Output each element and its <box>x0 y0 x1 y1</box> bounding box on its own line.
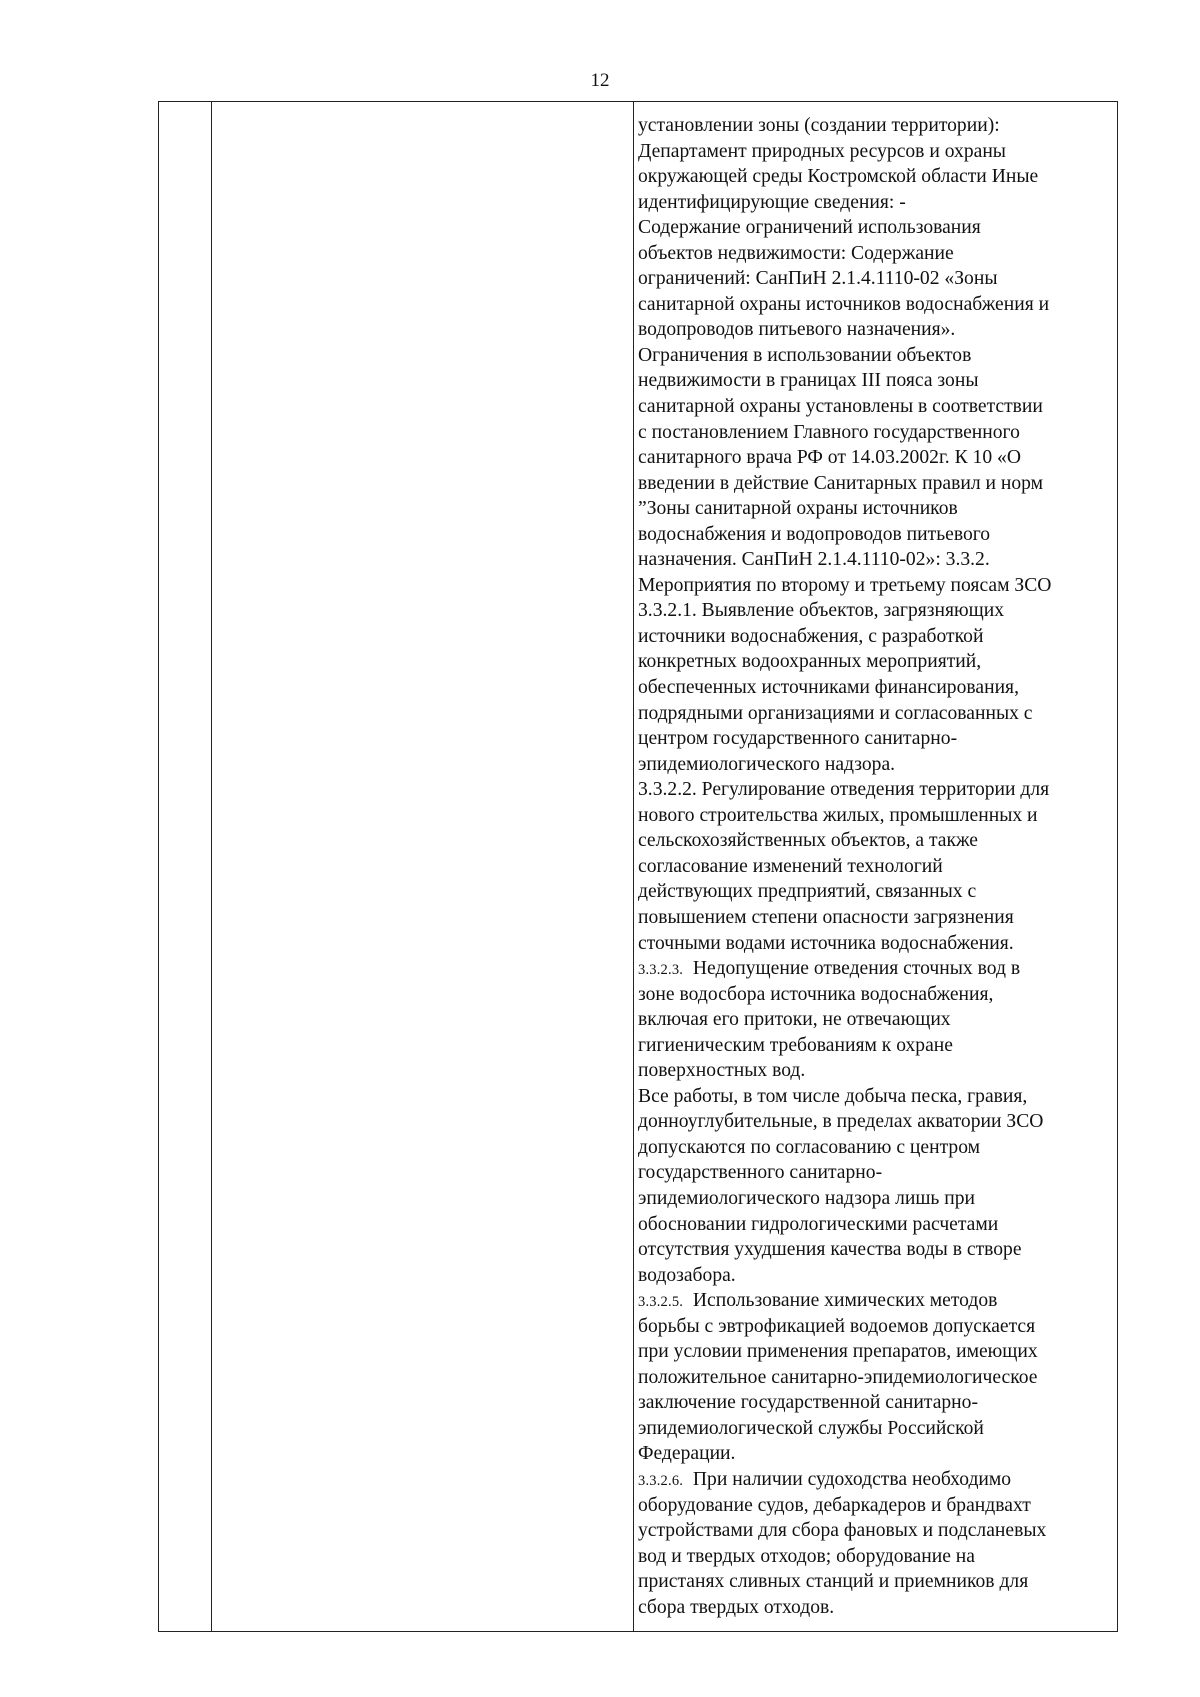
text-line: введении в действие Санитарных правил и норм <box>638 472 1044 494</box>
text-line: заключение государственной санитарно- <box>638 1392 978 1414</box>
text-line: зоне водосбора источника водоснабжения, <box>638 983 994 1005</box>
text-line: повышением степени опасности загрязнения <box>638 906 1014 928</box>
text-line: установлении зоны (создании территории): <box>638 115 1000 136</box>
text-line: государственного санитарно- <box>638 1162 883 1184</box>
text-line: действующих предприятий, связанных с <box>638 881 977 903</box>
text-line: сельскохозяйственных объектов, а также <box>638 830 978 852</box>
text-line: поверхностных вод. <box>638 1060 806 1082</box>
text-line: Все работы, в том числе добыча песка, гравия, <box>638 1085 1028 1107</box>
text-line: санитарной охраны установлены в соответствии <box>638 396 1043 418</box>
text-line: водозабора. <box>638 1264 736 1286</box>
text-line <box>638 956 1114 982</box>
text-line: источники водоснабжения, с разработкой <box>638 625 984 647</box>
clause-number: 3.3.2.5. <box>638 1294 684 1311</box>
text-line: идентифицирующие сведения: - <box>638 191 906 213</box>
text-line: санитарного врача РФ от 14.03.2002г. К 10 «О <box>638 447 1021 469</box>
text-line: Ограничения в использовании объектов <box>638 344 972 366</box>
text-line: обеспеченных источниками финансирования, <box>638 677 1019 699</box>
text-line: сточными водами источника водоснабжения. <box>638 932 1014 954</box>
content-table <box>158 101 1118 1632</box>
text-line: ”Зоны санитарной охраны источников <box>638 498 958 520</box>
text-line: согласование изменений технологий <box>638 855 943 877</box>
text-line: отсутствия ухудшения качества воды в створе <box>638 1239 1022 1261</box>
text-line: окружающей среды Костромской области Иные <box>638 166 1039 188</box>
text-line: донноуглубительные, в пределах акватории ЗСО <box>638 1111 1044 1133</box>
text-line: Мероприятия по второму и третьему поясам ЗСО <box>638 574 1052 596</box>
text-line: ограничений: СанПиН 2.1.4.1110-02 «Зоны <box>638 268 998 290</box>
text-line: водопроводов питьевого назначения». <box>638 319 956 341</box>
text-line: водоснабжения и водопроводов питьевого <box>638 523 991 545</box>
text-line <box>638 1467 1114 1493</box>
text-line: обосновании гидрологическими расчетами <box>638 1213 999 1235</box>
text-line: гигиеническим требованиям к охране <box>638 1034 953 1056</box>
text-line: вод и твердых отходов; оборудование на <box>638 1545 975 1567</box>
text-line: 3.3.2.2. Регулирование отведения территории для <box>638 779 1050 801</box>
clause-number: 3.3.2.3. <box>638 962 684 979</box>
text-line: Содержание ограничений использования <box>638 217 981 239</box>
text-line: эпидемиологического надзора. <box>638 753 896 775</box>
text-line: нового строительства жилых, промышленных и <box>638 804 1038 826</box>
text-line: эпидемиологического надзора лишь при <box>638 1187 976 1209</box>
text-line: оборудование судов, дебаркадеров и брандвахт <box>638 1494 1031 1516</box>
restriction-description-cell <box>638 113 1114 1620</box>
page-number: 12 <box>590 70 610 91</box>
text-line: при условии применения препаратов, имеющих <box>638 1341 1038 1363</box>
text-line: 3.3.2.1. Выявление объектов, загрязняющих <box>638 600 1005 622</box>
clause-text: Использование химических методов <box>692 1290 998 1312</box>
text-line: объектов недвижимости: Содержание <box>638 242 954 264</box>
clause-text: При наличии судоходства необходимо <box>692 1468 1012 1490</box>
text-line: конкретных водоохранных мероприятий, <box>638 651 982 673</box>
text-line: сбора твердых отходов. <box>638 1596 835 1618</box>
text-line: санитарной охраны источников водоснабжения и <box>638 293 1050 315</box>
text-line: подрядными организациями и согласованных с <box>638 702 1033 724</box>
text-line: положительное санитарно-эпидемиологическое <box>638 1366 1038 1388</box>
text-line: с постановлением Главного государственного <box>638 421 1020 443</box>
text-line: допускаются по согласованию с центром <box>638 1136 981 1158</box>
text-line: устройствами для сбора фановых и подсланевых <box>638 1520 1047 1542</box>
text-line: включая его притоки, не отвечающих <box>638 1009 951 1031</box>
text-line: назначения. СанПиН 2.1.4.1110-02»: 3.3.2. <box>638 549 990 571</box>
text-line: недвижимости в границах III пояса зоны <box>638 370 979 392</box>
clause-number: 3.3.2.6. <box>638 1472 684 1489</box>
text-line: центром государственного санитарно- <box>638 728 958 750</box>
text-line: пристанях сливных станций и приемников для <box>638 1571 1029 1593</box>
column-divider <box>633 102 634 1631</box>
text-line <box>638 1288 1114 1314</box>
text-line: Департамент природных ресурсов и охраны <box>638 140 1006 162</box>
text-line: эпидемиологической службы Российской <box>638 1417 984 1439</box>
column-divider <box>211 102 212 1631</box>
text-line: борьбы с эвтрофикацией водоемов допускается <box>638 1315 1036 1337</box>
text-line: Федерации. <box>638 1443 736 1465</box>
clause-text: Недопущение отведения сточных вод в <box>692 958 1021 980</box>
